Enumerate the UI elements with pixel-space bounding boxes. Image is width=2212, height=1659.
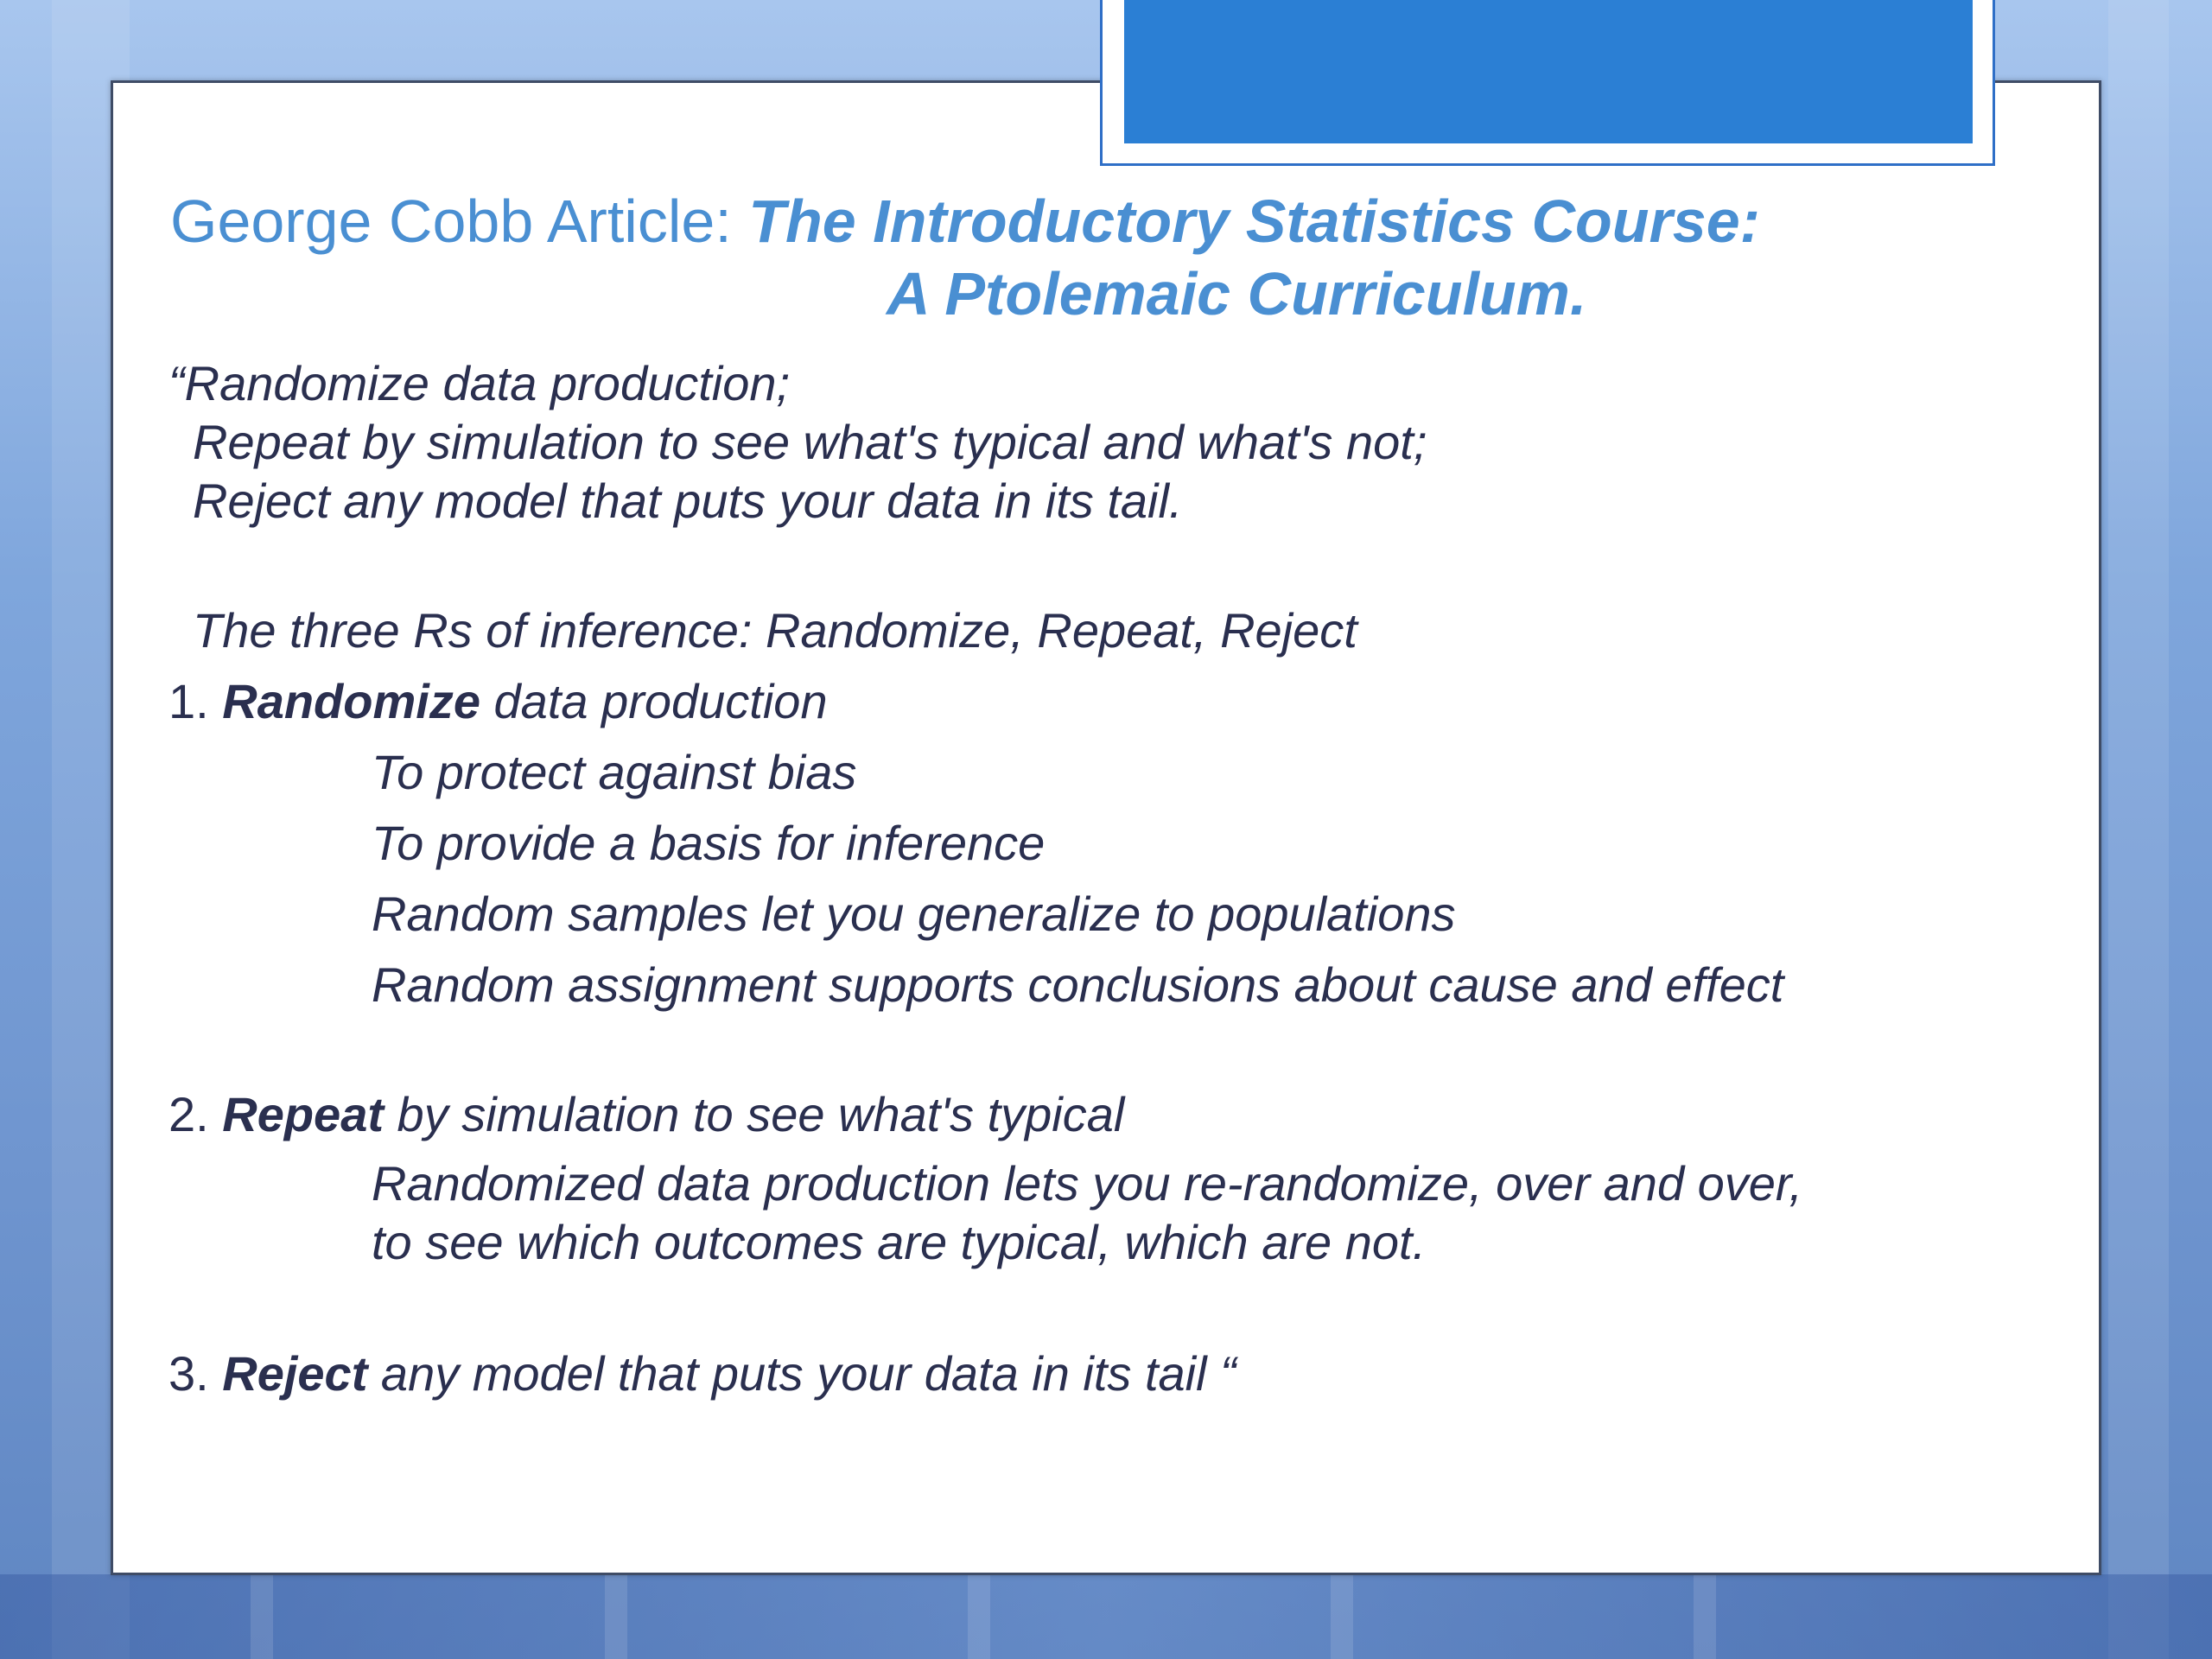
quote-line: “Randomize data production; (168, 356, 791, 410)
list-number: 3. (168, 1346, 209, 1401)
sub-item: Random assignment supports conclusions about cause and effect (372, 957, 1784, 1012)
background-stripe (968, 1574, 990, 1659)
list-item (168, 1085, 1124, 1144)
sub-item: To provide a basis for inference (372, 816, 1046, 870)
list-text: any model that puts your data in its tail “ (367, 1346, 1236, 1401)
title-article-subtitle: A Ptolemaic Curriculum. (887, 260, 1587, 327)
background-stripe (251, 1574, 273, 1659)
list-text: by simulation to see what's typical (384, 1087, 1125, 1141)
list-number: 1. (168, 674, 209, 728)
background-column (2108, 0, 2169, 1659)
list-keyword: Reject (222, 1346, 368, 1401)
title-article-name: The Introductory Statistics Course: (748, 188, 1760, 255)
sub-item: Randomized data production lets you re-randomize, over and over, (372, 1156, 1803, 1211)
slide-title-line-2 (887, 257, 1586, 330)
title-prefix: George Cobb Article: (170, 188, 749, 255)
background-stripe (1694, 1574, 1716, 1659)
list-item (168, 672, 828, 731)
header-accent-box (1124, 0, 1973, 143)
quote-line: The three Rs of inference: Randomize, Repeat, Reject (193, 603, 1357, 658)
list-item (168, 1344, 1236, 1403)
background-stripe (605, 1574, 627, 1659)
background-bottom-band (0, 1574, 2212, 1659)
sub-item: to see which outcomes are typical, which are not. (372, 1215, 1427, 1269)
slide-title-line-1 (170, 185, 1760, 257)
quote-line: Reject any model that puts your data in its tail. (193, 474, 1183, 528)
list-text: data production (480, 674, 828, 728)
list-keyword: Repeat (222, 1087, 384, 1141)
list-number: 2. (168, 1087, 209, 1141)
list-keyword: Randomize (222, 674, 480, 728)
background-stripe (1331, 1574, 1353, 1659)
sub-item: Random samples let you generalize to populations (372, 887, 1456, 941)
quote-line: Repeat by simulation to see what's typical and what's not; (193, 415, 1427, 469)
sub-item: To protect against bias (372, 745, 857, 799)
